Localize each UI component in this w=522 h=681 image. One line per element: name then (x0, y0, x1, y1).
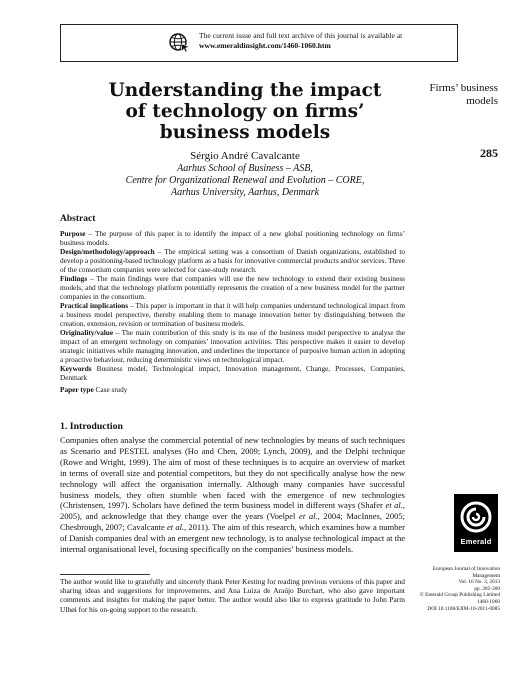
body-text-italic: et al. (299, 511, 318, 522)
journal-info-line: © Emerald Group Publishing Limited (419, 592, 500, 599)
abstract-practical (60, 301, 405, 328)
acknowledgement-footnote: The author would like to gratefully and sincerely thank Peter Kesting for reading previous versions of this paper and sharing ideas and suggestions for improvements, and Ana Luiza de Araújo Burchart, who also gave important comments and insights for making the paper better. The author would also like to express gratitude to John Parm Ulhøi for his on-going support to the research. (60, 577, 405, 614)
affiliation-line: Aarhus School of Business – ASB, (177, 163, 313, 174)
body-text-italic: et al. (385, 500, 403, 511)
emerald-swirl-icon (459, 500, 493, 534)
abstract-text: – The main contribution of this study is its use of the business model perspective to analyse the impact of an emergent technology on companies’ innovation activities. This perspective makes it easier to develop strategic initiatives while managing innovation, and underlines the importance of purposive human action in adopting a proactive behaviour, reducing deterministic views on technological impact. (60, 328, 405, 364)
abstract-text: Case study (93, 385, 128, 394)
abstract-label: Originality/value (60, 328, 114, 337)
abstract-label: Purpose (60, 229, 86, 238)
logo-wordmark: Emerald (460, 537, 492, 546)
abstract-text: Business model, Technological impact, Innovation management, Change, Processes, Companies, Denmark (60, 364, 405, 382)
abstract-text: – The empirical setting was a consortium of Danish organizations, established to develop a positioning-based technology platform as a basis for innovative commercial products and/or services. Three of the consortium companies were selected for case-study research. (60, 247, 405, 274)
footnote-divider (60, 574, 150, 575)
body-text: , 2005), and acknowledge that they change over the years (Voelpel (60, 500, 405, 522)
journal-info-line: DOI 10.1108/EJIM-10-2011-0085 (427, 605, 500, 612)
abstract-label: Practical implications (60, 301, 129, 310)
body-text: , 2004; MacInnes, 2005; Chesbrough, 2007; Cavalcante (60, 511, 406, 533)
introduction-section (60, 421, 405, 555)
body-text: Companies often analyse the commercial potential of new technologies by means of such techniques as Scenario and PESTEL analyses (Ho and Chen, 2009; Lynch, 2009), and the Delphi technique (Rowe and Wright, 1999). The aim of most of these techniques is to acquire an overview of market in terms of overall size and potential competitors, but they do not specifically analyse how the new technology will affect the organisation internally. Although many companies have successful business models, they often stumble when faced with the emergence of new technologies (Christensen, 1997). Scholars have defined the term business model in different ways (Shafer (60, 435, 405, 511)
emerald-logo (454, 494, 498, 552)
abstract-purpose (60, 229, 405, 247)
author-name: Sérgio André Cavalcante (190, 150, 300, 162)
journal-info-line: European Journal of Innovation (432, 566, 500, 572)
abstract-label: Keywords (60, 364, 92, 373)
section-heading: 1. Introduction (60, 421, 123, 432)
article-title (70, 80, 420, 143)
abstract-label: Paper type (60, 385, 94, 394)
body-text: , 2011). The aim of this research, which examines how a number of Danish companies deal with an emergent new technology, is to analyse technological impact at the internal organisational level, focusing specifically on the companies’ business models. (60, 522, 406, 555)
journal-citation-info (405, 566, 500, 612)
journal-info-line: Vol. 16 No. 3, 2013 (458, 579, 500, 586)
running-head-line: Firms’ business (429, 82, 498, 94)
globe-mouse-icon (168, 31, 190, 53)
journal-info-line: Management (472, 572, 500, 579)
banner-text: The current issue and full text archive of this journal is available at (199, 31, 403, 40)
abstract-text: – The purpose of this paper is to identify the impact of a new global positioning technology on firms’ business models. (60, 229, 405, 247)
abstract-originality (60, 328, 405, 364)
abstract-label: Design/methodology/approach (60, 247, 155, 256)
journal-info-line: pp. 285-300 (474, 585, 500, 592)
abstract-text: – The main findings were that companies will use the new technology to extend their existing business models, and that the technology platform potentially represents the creation of a new business model for the partner companies in the consortium. (60, 274, 405, 301)
author-affiliation (70, 163, 420, 200)
abstract-findings (60, 274, 405, 301)
body-paragraph (60, 435, 405, 555)
title-line: business models (159, 122, 331, 143)
affiliation-line: Aarhus University, Aarhus, Denmark (170, 187, 320, 199)
title-line: Understanding the impact (108, 80, 382, 101)
running-head (400, 82, 498, 108)
journal-availability-banner (60, 24, 458, 62)
abstract-section (60, 214, 405, 394)
abstract-heading: Abstract (60, 214, 96, 224)
abstract-design (60, 247, 405, 274)
body-text-italic: et al. (166, 522, 185, 533)
abstract-text: – This paper is important in that it will help companies understand technological impact from a business model perspective, thereby enabling them to manage innovation better by distinguishing between the creation, extension, revision or termination of business models. (60, 301, 406, 328)
abstract-keywords (60, 364, 405, 382)
abstract-label: Findings (60, 274, 88, 283)
page-number: 285 (480, 146, 498, 160)
abstract-paper-type (60, 385, 405, 394)
affiliation-line: Centre for Organizational Renewal and Evolution – CORE, (125, 175, 365, 187)
journal-info-line: 1460-1060 (477, 598, 500, 605)
title-line: of technology on firms’ (125, 101, 365, 122)
banner-url-link[interactable]: www.emeraldinsight.com/1460-1060.htm (199, 41, 331, 50)
running-head-line: models (466, 95, 498, 107)
